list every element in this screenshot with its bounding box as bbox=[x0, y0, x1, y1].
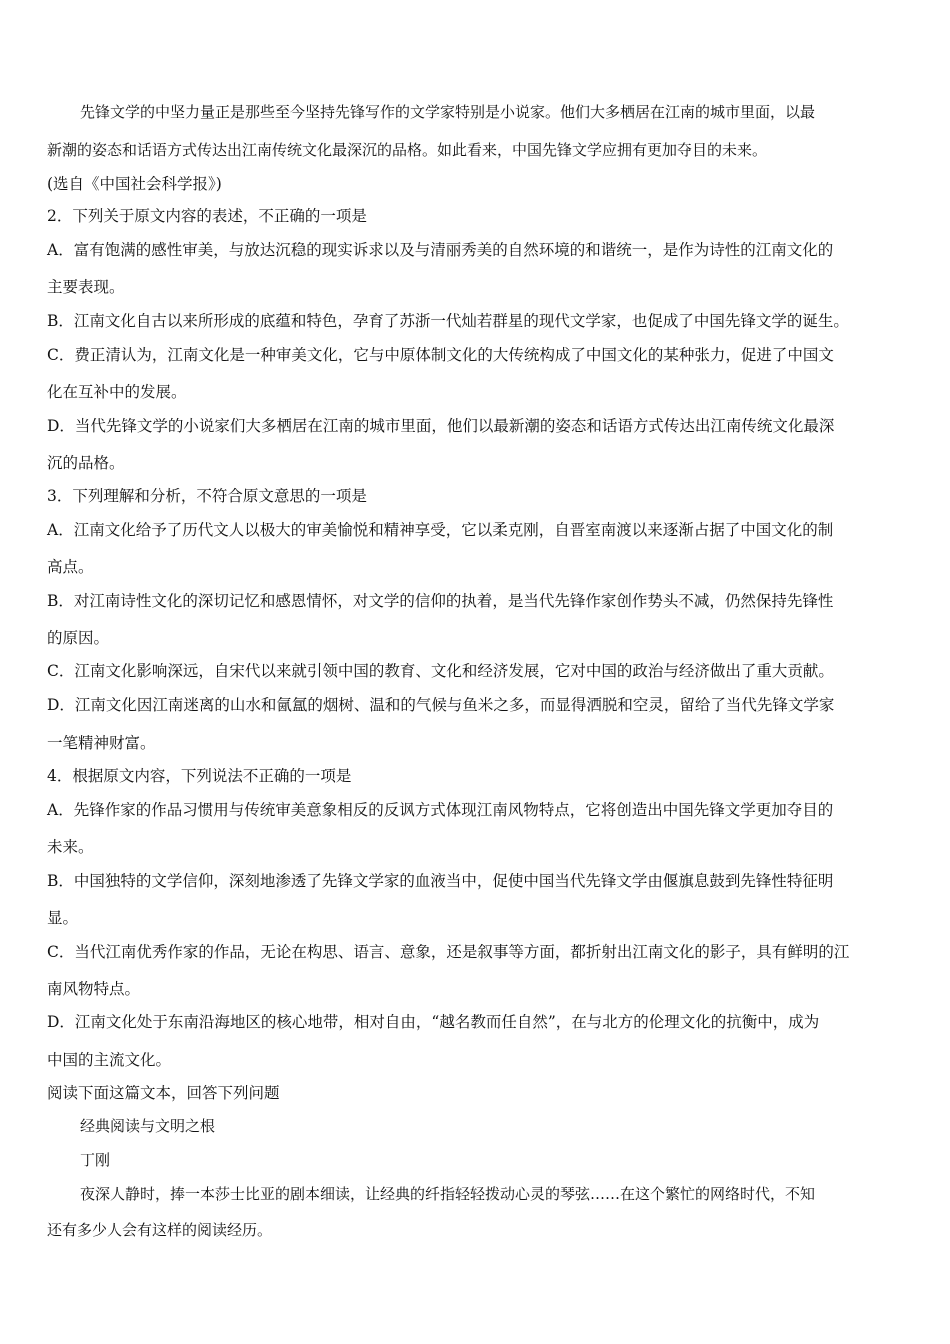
q2-option-d-line-1: D．当代先锋文学的小说家们大多栖居在江南的城市里面，他们以最新潮的姿态和话语方式传达出江南传统文化最深 bbox=[47, 417, 835, 435]
reading-intro: 阅读下面这篇文本，回答下列问题 bbox=[47, 1084, 280, 1102]
q4-option-c-line-2: 南风物特点。 bbox=[47, 980, 141, 998]
q3-option-b-line-1: B．对江南诗性文化的深切记忆和感恩情怀，对文学的信仰的执着，是当代先锋作家创作势头不减，仍然保持先锋性 bbox=[47, 592, 834, 610]
q4-option-d-line-1: D．江南文化处于东南沿海地区的核心地带，相对自由，“越名教而任自然”，在与北方的伦理文化的抗衡中，成为 bbox=[47, 1013, 820, 1031]
q2-option-a-line-1: A．富有饱满的感性审美，与放达沉稳的现实诉求以及与清丽秀美的自然环境的和谐统一，是作为诗性的江南文化的 bbox=[47, 241, 834, 259]
q4-option-b-line-2: 显。 bbox=[47, 909, 79, 927]
q3-option-d-line-2: 一笔精神财富。 bbox=[47, 734, 156, 752]
article-paragraph-line-1: 夜深人静时，捧一本莎士比亚的剧本细读，让经典的纤指轻轻拨动心灵的琴弦……在这个繁忙的网络时代，不知 bbox=[80, 1185, 816, 1203]
q4-option-c-line-1: C．当代江南优秀作家的作品，无论在构思、语言、意象，还是叙事等方面，都折射出江南文化的影子，具有鲜明的江 bbox=[47, 943, 850, 961]
q2-option-d-line-2: 沉的品格。 bbox=[47, 454, 125, 472]
q2-stem: 2．下列关于原文内容的表述，不正确的一项是 bbox=[47, 207, 367, 225]
passage-source: (选自《中国社会科学报》) bbox=[47, 175, 222, 193]
q3-option-b-line-2: 的原因。 bbox=[47, 629, 110, 647]
q3-option-a-line-2: 高点。 bbox=[47, 558, 94, 576]
q4-option-a-line-2: 未来。 bbox=[47, 838, 94, 856]
article-author: 丁刚 bbox=[80, 1151, 111, 1169]
q3-option-a-line-1: A．江南文化给予了历代文人以极大的审美愉悦和精神享受，它以柔克刚，自晋室南渡以来逐渐占据了中国文化的制 bbox=[47, 521, 834, 539]
passage-end-line-1: 先锋文学的中坚力量正是那些至今坚持先锋写作的文学家特别是小说家。他们大多栖居在江南的城市里面，以最 bbox=[80, 103, 816, 121]
q4-stem: 4．根据原文内容，下列说法不正确的一项是 bbox=[47, 767, 352, 785]
q3-stem: 3．下列理解和分析，不符合原文意思的一项是 bbox=[47, 487, 367, 505]
q2-option-c-line-1: C．费正清认为，江南文化是一种审美文化，它与中原体制文化的大传统构成了中国文化的某种张力，促进了中国文 bbox=[47, 346, 834, 364]
q4-option-d-line-2: 中国的主流文化。 bbox=[47, 1051, 172, 1069]
q2-option-b: B．江南文化自古以来所形成的底蕴和特色，孕育了苏浙一代灿若群星的现代文学家，也促成了中国先锋文学的诞生。 bbox=[47, 312, 849, 330]
article-paragraph-line-2: 还有多少人会有这样的阅读经历。 bbox=[47, 1221, 273, 1239]
q2-option-c-line-2: 化在互补中的发展。 bbox=[47, 383, 187, 401]
passage-end-line-2: 新潮的姿态和话语方式传达出江南传统文化最深沉的品格。如此看来，中国先锋文学应拥有更加夺目的未来。 bbox=[47, 141, 768, 159]
q3-option-c: C．江南文化影响深远，自宋代以来就引领中国的教育、文化和经济发展，它对中国的政治与经济做出了重大贡献。 bbox=[47, 662, 834, 680]
q2-option-a-line-2: 主要表现。 bbox=[47, 278, 125, 296]
q4-option-b-line-1: B．中国独特的文学信仰，深刻地渗透了先锋文学家的血液当中，促使中国当代先锋文学由偃旗息鼓到先锋性特征明 bbox=[47, 872, 834, 890]
article-title: 经典阅读与文明之根 bbox=[80, 1117, 216, 1135]
q3-option-d-line-1: D．江南文化因江南迷离的山水和氤氲的烟树、温和的气候与鱼米之多，而显得洒脱和空灵，留给了当代先锋文学家 bbox=[47, 696, 835, 714]
q4-option-a-line-1: A．先锋作家的作品习惯用与传统审美意象相反的反讽方式体现江南风物特点，它将创造出中国先锋文学更加夺目的 bbox=[47, 801, 834, 819]
